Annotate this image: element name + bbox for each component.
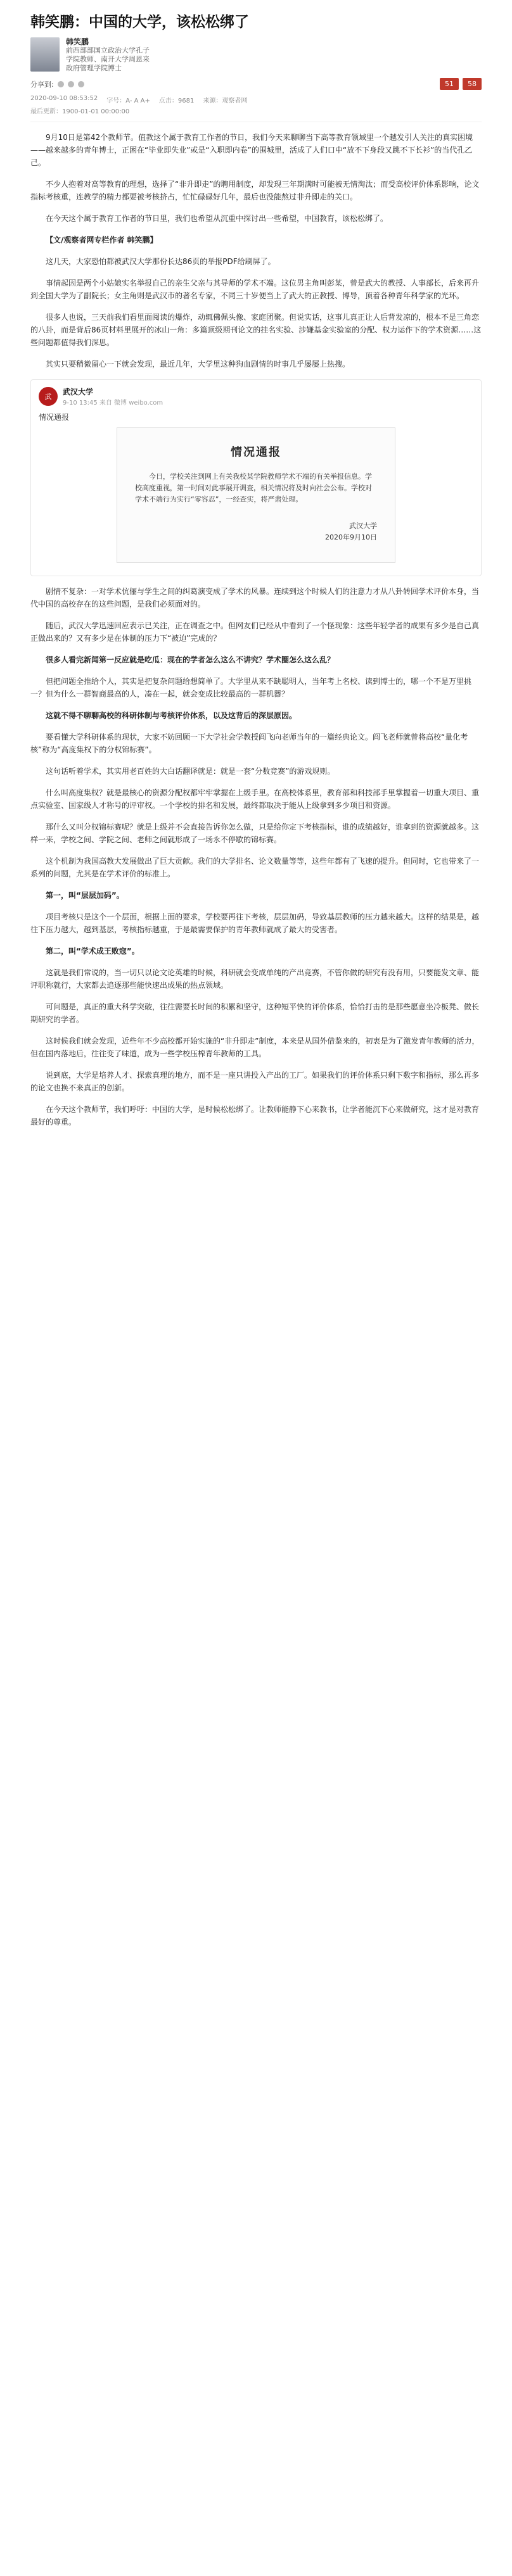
weibo-avatar[interactable]: 武 — [39, 387, 58, 406]
author-bio: 前西部部国立政治大学孔子 — [66, 46, 150, 54]
paragraph: 这几天，大家恐怕都被武汉大学那份长达86页的举报PDF给刷屏了。 — [46, 257, 276, 266]
paragraph: 这个机制为我国高教大发展做出了巨大贡献。我们的大学排名、论文数量等等，这些年都有了飞速的提升。但同时，它也带来了一系列的问题，尤其是在学术评价的标准上。 — [30, 857, 480, 878]
like-button[interactable]: 51 — [440, 78, 459, 90]
paragraph: 什么叫高度集权？就是最核心的资源分配权都牢牢掌握在上级手里。在高校体系里，教育部和科技部手里掌握着一切重大项目、重点实验室、国家级人才称号的评审权。一个学校的排名和发展，最终都取决于能从上级拿到多少项目和资源。 — [30, 788, 480, 810]
last-updated: 最后更新：1900-01-01 00:00:00 — [30, 106, 482, 122]
paragraph: 可问题是，真正的重大科学突破，往往需要长时间的积累和坚守，这种短平快的评价体系，恰恰打击的是那些愿意坐冷板凳、做长期研究的学者。 — [30, 1002, 480, 1024]
source: 来源：观察者网 — [203, 98, 248, 104]
notice-signature — [135, 521, 377, 543]
author-bio: 学院教师、南开大学周恩来 — [66, 55, 150, 63]
share-label: 分享到: — [30, 80, 54, 89]
share-bar — [30, 78, 482, 90]
author-bio: 政府管理学院博士 — [66, 64, 122, 72]
author-name[interactable]: 韩笑鹏 — [66, 37, 89, 46]
comment-button[interactable]: 58 — [463, 78, 482, 90]
weibo-account[interactable]: 武汉大学 — [63, 388, 94, 396]
article-info — [30, 95, 482, 104]
paragraph: 要看懂大学科研体系的现状，大家不妨回顾一下大学社会学教授阎飞向老师当年的一篇经典论文。阎飞老师就曾将高校“量化考核”称为“高度集权下的分权锦标赛”。 — [30, 733, 468, 754]
page-title: 韩笑鹏：中国的大学，该松松绑了 — [30, 14, 249, 30]
avatar[interactable] — [30, 37, 60, 72]
paragraph: 事情起因是两个小姑娘实名举报自己的亲生父亲与其导师的学术不端。这位男主角叫彭某，曾是武大的教授、人事部长，后来再升到全国大学为了副院长；女主角则是武汉市的著名专家，不同三十岁便当上了武大的正教授、博导，顶着各种青年科学家的光环。 — [30, 279, 480, 300]
paragraph: 很多人看完新闻第一反应就是吃瓜：现在的学者怎么这么不讲究？学术圈怎么这么乱？ — [46, 655, 335, 664]
share-icon[interactable] — [78, 81, 84, 87]
paragraph: 随后，武汉大学迅速回应表示已关注，正在调查之中。但网友们已经从中看到了一个怪现象：这些年轻学者的成果有多少是自己真正做出来的？又有多少是在体制的压力下“被迫”完成的？ — [30, 621, 480, 643]
notice-date: 2020年9月10日 — [325, 533, 377, 541]
paragraph: 很多人也说，三天前我们看里面阅读的爆炸，动辄佛佩头像、家庭团聚。但说实话，这事儿真正让人后背发凉的，根本不是三角恋的八卦，而是背后86页材料里展开的冰山一角：多篇顶级期刊论文的挂名实验、涉嫌基金实验室的分配、权力运作下的学术资源……这些问题都值得我们深思。 — [30, 313, 482, 347]
paragraph: 项目考核只是这个一个层面，根据上面的要求，学校要再往下考核，层层加码，导致基层教师的压力越来越大。这样的结果是，越往下压力越大，越到基层，考核指标越重，于是最需要保护的青年教师就成了最大的受害者。 — [30, 912, 480, 934]
paragraph: 说到底，大学是培养人才、探索真理的地方，而不是一座只讲投入产出的工厂。如果我们的评价体系只剩下数字和指标，那么再多的论文也换不来真正的创新。 — [30, 1071, 480, 1092]
weibo-text: 情况通报 — [39, 413, 70, 422]
section-heading: 第一，叫“层层加码”。 — [46, 891, 124, 900]
paragraph: 在今天这个教师节，我们呼吁：中国的大学，是时候松松绑了。让教师能静下心来教书，让学者能沉下心来做研究，这才是对教育最好的尊重。 — [30, 1105, 480, 1127]
notice-body: 今日，学校关注到网上有关我校某学院教师学术不端的有关举报信息。学校高度重视，第一时间对此事展开调查，相关情况将及时向社会公布。学校对学术不端行为实行“零容忍”，一经查实，将严肃处理。 — [135, 472, 372, 503]
paragraph: 那什么又叫分权锦标赛呢？就是上级并不会直接告诉你怎么做，只是给你定下考核指标，谁的成绩越好，谁拿到的资源就越多。这样一来，学校之间、学院之间、老师之间就形成了一场永不停歇的锦标赛。 — [30, 823, 480, 844]
share-icon[interactable] — [68, 81, 74, 87]
article — [15, 0, 497, 1128]
paragraph: 这句话听着学术，其实用老百姓的大白话翻译就是：就是一套“分数竞赛”的游戏规则。 — [46, 767, 335, 776]
paragraph: 不少人抱着对高等教育的理想，选择了“非升即走”的聘用制度，却发现三年期满时可能被无情淘汰；而受高校评价体系影响，论文指标考核重，连教学的精力都要被考核挤占，忙忙碌碌好几年，最后也没能熬过非升即走的关口。 — [30, 180, 480, 201]
font-size-control[interactable]: 字号：A- A A+ — [106, 98, 150, 104]
notice-org: 武汉大学 — [349, 522, 377, 530]
paragraph: 这就不得不聊聊高校的科研体制与考核评价体系，以及这背后的深层原因。 — [46, 711, 297, 720]
paragraph: 9月10日是第42个教师节。值教这个属于教育工作者的节日，我们今天来聊聊当下高等教育领域里一个越发引人关注的真实困境——越来越多的青年博士，正困在“毕业即失业”或是“入职即内卷”的围城里，活成了人们口中“放不下身段又跳不下长衫”的当代孔乙己。 — [30, 133, 473, 167]
paragraph: 在今天这个属于教育工作者的节日里，我们也希望从沉重中探讨出一些希望，中国教育，该松松绑了。 — [46, 214, 388, 223]
paragraph: 剧情不复杂：一对学术伉俪与学生之间的纠葛演变成了学术的风暴。连续到这个时候人们的注意力才从八卦转回学术评价本身，当代中国的高校存在的这些问题，是我们必须面对的。 — [30, 587, 480, 609]
share-icon[interactable] — [58, 81, 64, 87]
notice-image — [117, 427, 395, 563]
notice-title: 情况通报 — [231, 446, 281, 459]
byline: 【文/观察者网专栏作者 韩笑鹏】 — [46, 236, 158, 244]
author-block — [30, 37, 482, 73]
paragraph: 但把问题全推给个人，其实是把复杂问题给想简单了。大学里从来不缺聪明人，当年考上名校、读到博士的，哪一个不是万里挑一？但为什么一群智商最高的人，凑在一起，就会变成比较最高的一群机器？ — [30, 677, 472, 698]
paragraph: 其实只要稍微留心一下就会发现，最近几年，大学里这种狗血剧情的时事几乎屡屡上热搜。 — [46, 360, 350, 369]
paragraph: 这就是我们常说的，当一切只以论文论英雄的时候，科研就会变成单纯的产出竞赛，不管你做的研究有没有用，只要能发文章、能评职称就行，大家都去追逐那些能快速出成果的热点领域。 — [30, 968, 480, 990]
view-count: 点击：9681 — [158, 98, 195, 104]
publish-date: 2020-09-10 08:53:52 — [30, 95, 98, 102]
weibo-post — [30, 379, 482, 576]
section-heading: 第二，叫“学术成王败寇”。 — [46, 947, 139, 956]
weibo-meta: 9-10 13:45 来自 微博 weibo.com — [63, 400, 163, 407]
paragraph: 这时候我们就会发现，近些年不少高校都开始实施的“非升即走”制度，本来是从国外借鉴来的，初衷是为了激发青年教师的活力，但在国内落地后，往往变了味道，成为一些学校压榨青年教师的工具。 — [30, 1037, 480, 1058]
